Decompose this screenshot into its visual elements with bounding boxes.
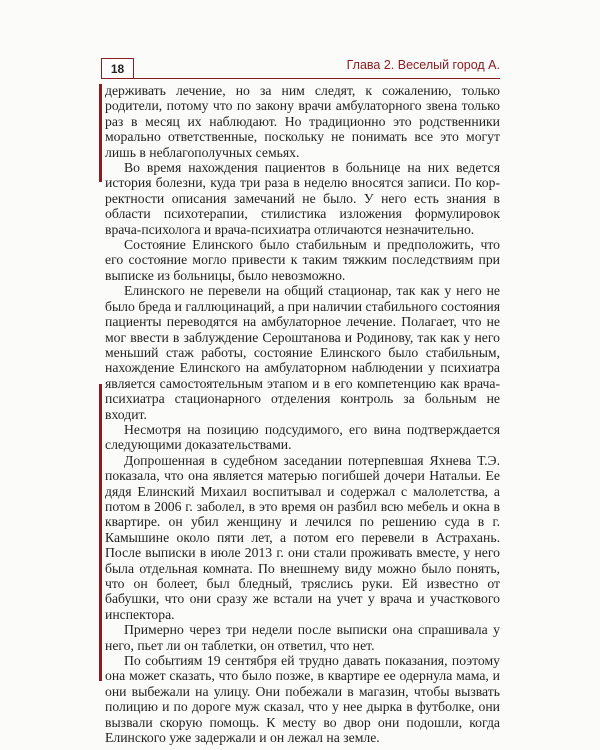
margin-highlight-bar bbox=[99, 384, 102, 681]
paragraph: По событиям 19 сентября ей трудно давать показания, поэтому она может сказать, что было позже, в квартире ее одернула мама, и они выбежали на улицу. Они побежали в магазин, чтобы вызвать полицию и по дороге муж сказал, что у нее дырка в футболке, они вызвали скорую помощь. К месту во двор они подошли, когда Елинского уже задержали и он лежал на земле. bbox=[105, 653, 500, 746]
paragraph: Елинского не перевели на общий стационар, так как у него не было бреда и галлюцинаций, а при наличии стабильного состояния пациенты переводятся на амбулаторное лечение. Полагает, что не мог ввести в заблуждение Сероштанова и Родинову, так как у него меньший стаж работы, состояние Елинского было стабильным, нахождение Елинского на амбулаторном наблюдении у психиатра является самостоятельным этапом и в его компетенцию как врача-психиатра стационарного отделения контроль за больным не входит. bbox=[105, 283, 500, 422]
chapter-title: Глава 2. Веселый город А. bbox=[346, 58, 500, 72]
page-header bbox=[0, 0, 600, 80]
page-number: 18 bbox=[101, 58, 134, 79]
header-rule bbox=[134, 78, 500, 79]
paragraph: Несмотря на позицию подсудимого, его вина подтверждается следующими доказательствами. bbox=[105, 421, 500, 453]
paragraph: Допрошенная в судебном заседании потерпевшая Яхнева Т.Э. показала, что она является матерью погибшей дочери Натальи. Ее дядя Елинский Михаил воспитывал и содержал с малолетства, а потом в 2006 г. заболел, в это время он разбил всю мебель и окна в квартире. он убил женщину и лечился по решению суда в г. Камышине около пяти лет, а потом его перевели в Астрахань. После выписки в июле 2013 г. они стали проживать вместе, у него была отдельная комната. По внешнему виду можно было понять, что он болеет, был бледный, тряслись руки. Ей известно от бабушки, что они сразу же встали на учет у врача и участкового инспектора. bbox=[105, 452, 500, 622]
body-text bbox=[105, 83, 500, 745]
paragraph: Состояние Елинского было стабильным и предположить, что его состояние могло привести к таким тяжким последствиям при выписке из больницы, было невозможно. bbox=[105, 237, 500, 283]
paragraph: держивать лечение, но за ним следят, к сожалению, только родители, потому что по закону врачи амбулаторного звена только раз в месяц их наблюдают. Но традиционно это родственники морально ответственные, поскольку не понимать все это могут лишь в неблагополучных семьях. bbox=[105, 83, 500, 160]
margin-highlight-bar bbox=[99, 84, 102, 182]
paragraph: Во время нахождения пациентов в больнице на них ведется история болезни, куда три раза в неделю вносятся записи. По корректности описания замечаний не было. У него есть знания в области психотерапии, стилистика изложения формулировок врача-психолога и врача-психиатра отличаются незначительно. bbox=[105, 160, 500, 237]
paragraph: Примерно через три недели после выписки она спрашивала у него, пьет ли он таблетки, он ответил, что нет. bbox=[105, 622, 500, 653]
